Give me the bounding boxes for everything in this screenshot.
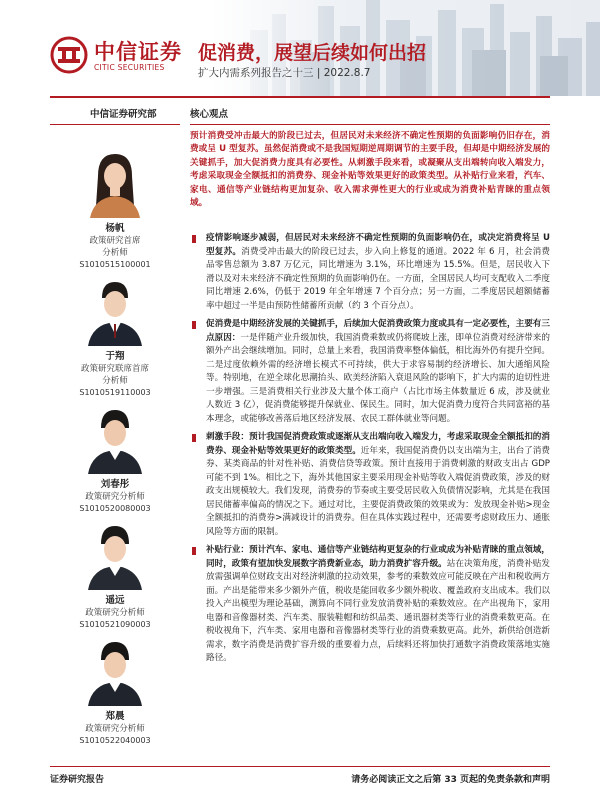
analyst-role: 政策研究首席 <box>89 236 141 246</box>
footer-disclaimer: 请务必阅读正文之后第 33 页起的免责条款和声明 <box>351 775 550 785</box>
analyst-photo-icon <box>84 518 146 590</box>
bullet-marker-icon <box>192 235 196 243</box>
bullet-marker-icon <box>192 547 196 555</box>
footer-report-type: 证券研究报告 <box>50 775 105 785</box>
analyst-role-2: 分析师 <box>102 248 128 258</box>
analyst-role: 政策研究分析师 <box>85 492 145 502</box>
analyst-card <box>50 518 180 631</box>
analyst-cert-code: S1010515100001 <box>79 260 151 269</box>
bullet-text: 消费受冲击最大的阶段已过去，步入向上修复的通道。2022 年 6 月，社会消费品零售总额为 3.87 万亿元，同比增速为 3.1%，环比增速为 15.5%。但是，居民收入下滑以及对未来经济不确定性预期的负面影响仍在。一方面，全国居民人均可支配收入二季度同比增速 2.6%，仍低于 2019 年全年增速 7 个百分点；另一方面，二季度居民超额储蓄率中超过一半是由预防性储蓄所贡献（约 3 个百分点）。 <box>206 246 550 311</box>
avatar <box>84 518 146 590</box>
bullet-marker-icon <box>192 434 196 442</box>
bullet-lead: 刺激手段：预计我国促消费政策或逐渐从支出端向收入端发力，考虑采取现金全额抵扣的消费券、现金补贴等效果更好的政策类型。 <box>206 432 550 456</box>
analyst-card <box>50 402 180 515</box>
analyst-card <box>50 146 180 271</box>
analyst-cert-code: S1010520080003 <box>79 504 151 513</box>
avatar <box>84 274 146 346</box>
analyst-photo-icon <box>84 402 146 474</box>
citic-logo <box>50 34 190 74</box>
sidebar-divider <box>50 124 180 125</box>
analyst-role: 政策研究分析师 <box>85 608 145 618</box>
analyst-name: 于翔 <box>105 351 125 362</box>
avatar <box>84 146 146 218</box>
analyst-cert-code: S1010521090003 <box>79 620 151 629</box>
analyst-card <box>50 634 180 747</box>
analyst-cert-code: S1010519110003 <box>79 388 151 397</box>
analyst-photo-icon <box>84 274 146 346</box>
research-dept-heading: 中信证券研究部 <box>90 109 157 120</box>
analyst-card <box>50 274 180 399</box>
analyst-photo-icon <box>84 634 146 706</box>
brand-name-cn: 中信证券 <box>94 40 182 64</box>
summary-paragraph: 预计消费受冲击最大的阶段已过去，但居民对未来经济不确定性预期的负面影响仍旧存在，消费或呈 U 型复苏。虽然促消费或不是我国短期逆周期调节的主要手段，但却是中期经济发展的关键抓手，加大促消费力度具有必要性。从刺激手段来看，或凝聚从支出端转向收入端发力，考虑采取现金全额抵扣的消费券、现金补贴等效果更好的政策类型。从补贴行业来看，汽车、家电、通信等产业链结构更加复杂、收入需求弹性更大的行业或成为消费补贴青睐的重点领域。 <box>190 131 550 209</box>
citic-logo-mark-icon <box>50 36 88 74</box>
analyst-sidebar <box>50 106 180 766</box>
analyst-role-2: 分析师 <box>102 376 128 386</box>
core-views-heading: 核心观点 <box>190 109 229 120</box>
list-item <box>190 232 550 313</box>
core-views-section <box>190 106 550 766</box>
section-divider <box>190 124 550 125</box>
bullet-lead: 疫情影响逐步减弱，但居民对未来经济不确定性预期的负面影响仍在，或决定消费将呈 U 型复苏。 <box>206 233 550 257</box>
list-item <box>190 318 550 426</box>
analyst-cert-code: S1010522040003 <box>79 736 151 745</box>
analyst-name: 遥远 <box>105 595 125 606</box>
report-title: 促消费，展望后续如何出招 <box>198 42 427 64</box>
analyst-name: 刘春彤 <box>100 479 130 490</box>
avatar <box>84 634 146 706</box>
analyst-role: 政策研究分析师 <box>85 724 145 734</box>
analyst-name: 郑晨 <box>105 711 125 722</box>
header-divider <box>50 96 550 98</box>
list-item <box>190 431 550 539</box>
bullet-lead: 补贴行业：预计汽车、家电、通信等产业链结构更复杂的行业或成为补贴青睐的重点领域，同时，政策有望加快发展数字消费新业态，助力消费扩容升级。 <box>206 545 550 569</box>
analyst-name: 杨帆 <box>105 223 125 234</box>
brand-name-en: CITIC SECURITIES <box>94 63 165 72</box>
footer-divider <box>50 766 550 767</box>
avatar <box>84 402 146 474</box>
bullet-lead: 促消费是中期经济发展的关键抓手，后续加大促消费政策力度或具有一定必要性，主要有三点原因： <box>206 319 550 343</box>
list-item <box>190 544 550 666</box>
bullet-text: 站在决策角度，消费补贴发放需强调单位财政支出对经济刺激的拉动效果，参考的乘数效应可能反映在产出和税收两方面。产出是能带来多少额外产值，税收是能回收多少额外税收、覆盖政府支出成本。我们以投入产出模型为理论基础，测算向不同行业发放消费补贴的乘数效应。在产出视角下，家用电器和音像器材类、汽车类、服装鞋帽和纺织品类、通讯器材类等行业的消费乘数更高。在税收视角下，汽车类、家用电器和音像器材类等行业的消费乘数更高。此外，新供给创造新需求，数字消费是消费扩容升级的重要着力点，后续料还将加快打通数字消费政策落地实施路径。 <box>206 558 550 663</box>
key-points-list <box>190 232 550 671</box>
report-subtitle: 扩大内需系列报告之十三 | 2022.8.7 <box>198 67 371 79</box>
bullet-marker-icon <box>192 321 196 329</box>
report-header <box>0 0 600 96</box>
analyst-photo-icon <box>84 146 146 218</box>
analyst-role: 政策研究联席首席 <box>80 364 149 374</box>
bullet-text: 一是伴随产业升级加快，我国消费乘数或仍将爬坡上涨，即单位消费对经济带来的额外产出会继续增加。同时，总量上来看，我国消费率整体偏低，相比海外仍有提升空间。二是过度依赖外需的经济增长模式不可持续，供大于求容易制约经济增长、加大通缩风险等。特别地，在逆全球化思潮抬头、欧美经济陷入衰退风险的影响下，扩大内需的迫切性进一步增强。三是消费相关行业涉及大量个体工商户（占比市场主体数量近 6 成，涉及就业人数近 3 亿），促消费能够提升保就业、保民生。同时，加大促消费力度符合共同富裕的基本理念，或能够改善落后地区经济发展、农民工群体就业等问题。 <box>206 332 550 424</box>
bullet-text: 近年来，我国促消费仍以支出端为主，出台了消费券、某类商品的针对性补贴、消费信贷等政策。预计直接用于消费刺激的财政支出占 GDP 可能不到 1%。相比之下，海外其他国家主要采用现金补贴等收入端促消费政策，涉及的财政支出规模较大。我们发现，消费券的节奏或主要受居民收入负债情况影响，尤其是在我国居民储蓄率偏高的情况之下。通过对比，主要促消费政策的效果或为：发放现金补贴>现金全额抵扣的消费券>满减设计的消费券。但在具体实践过程中，还需要考虑财政压力、通胀风险等方面的限制。 <box>206 445 550 537</box>
